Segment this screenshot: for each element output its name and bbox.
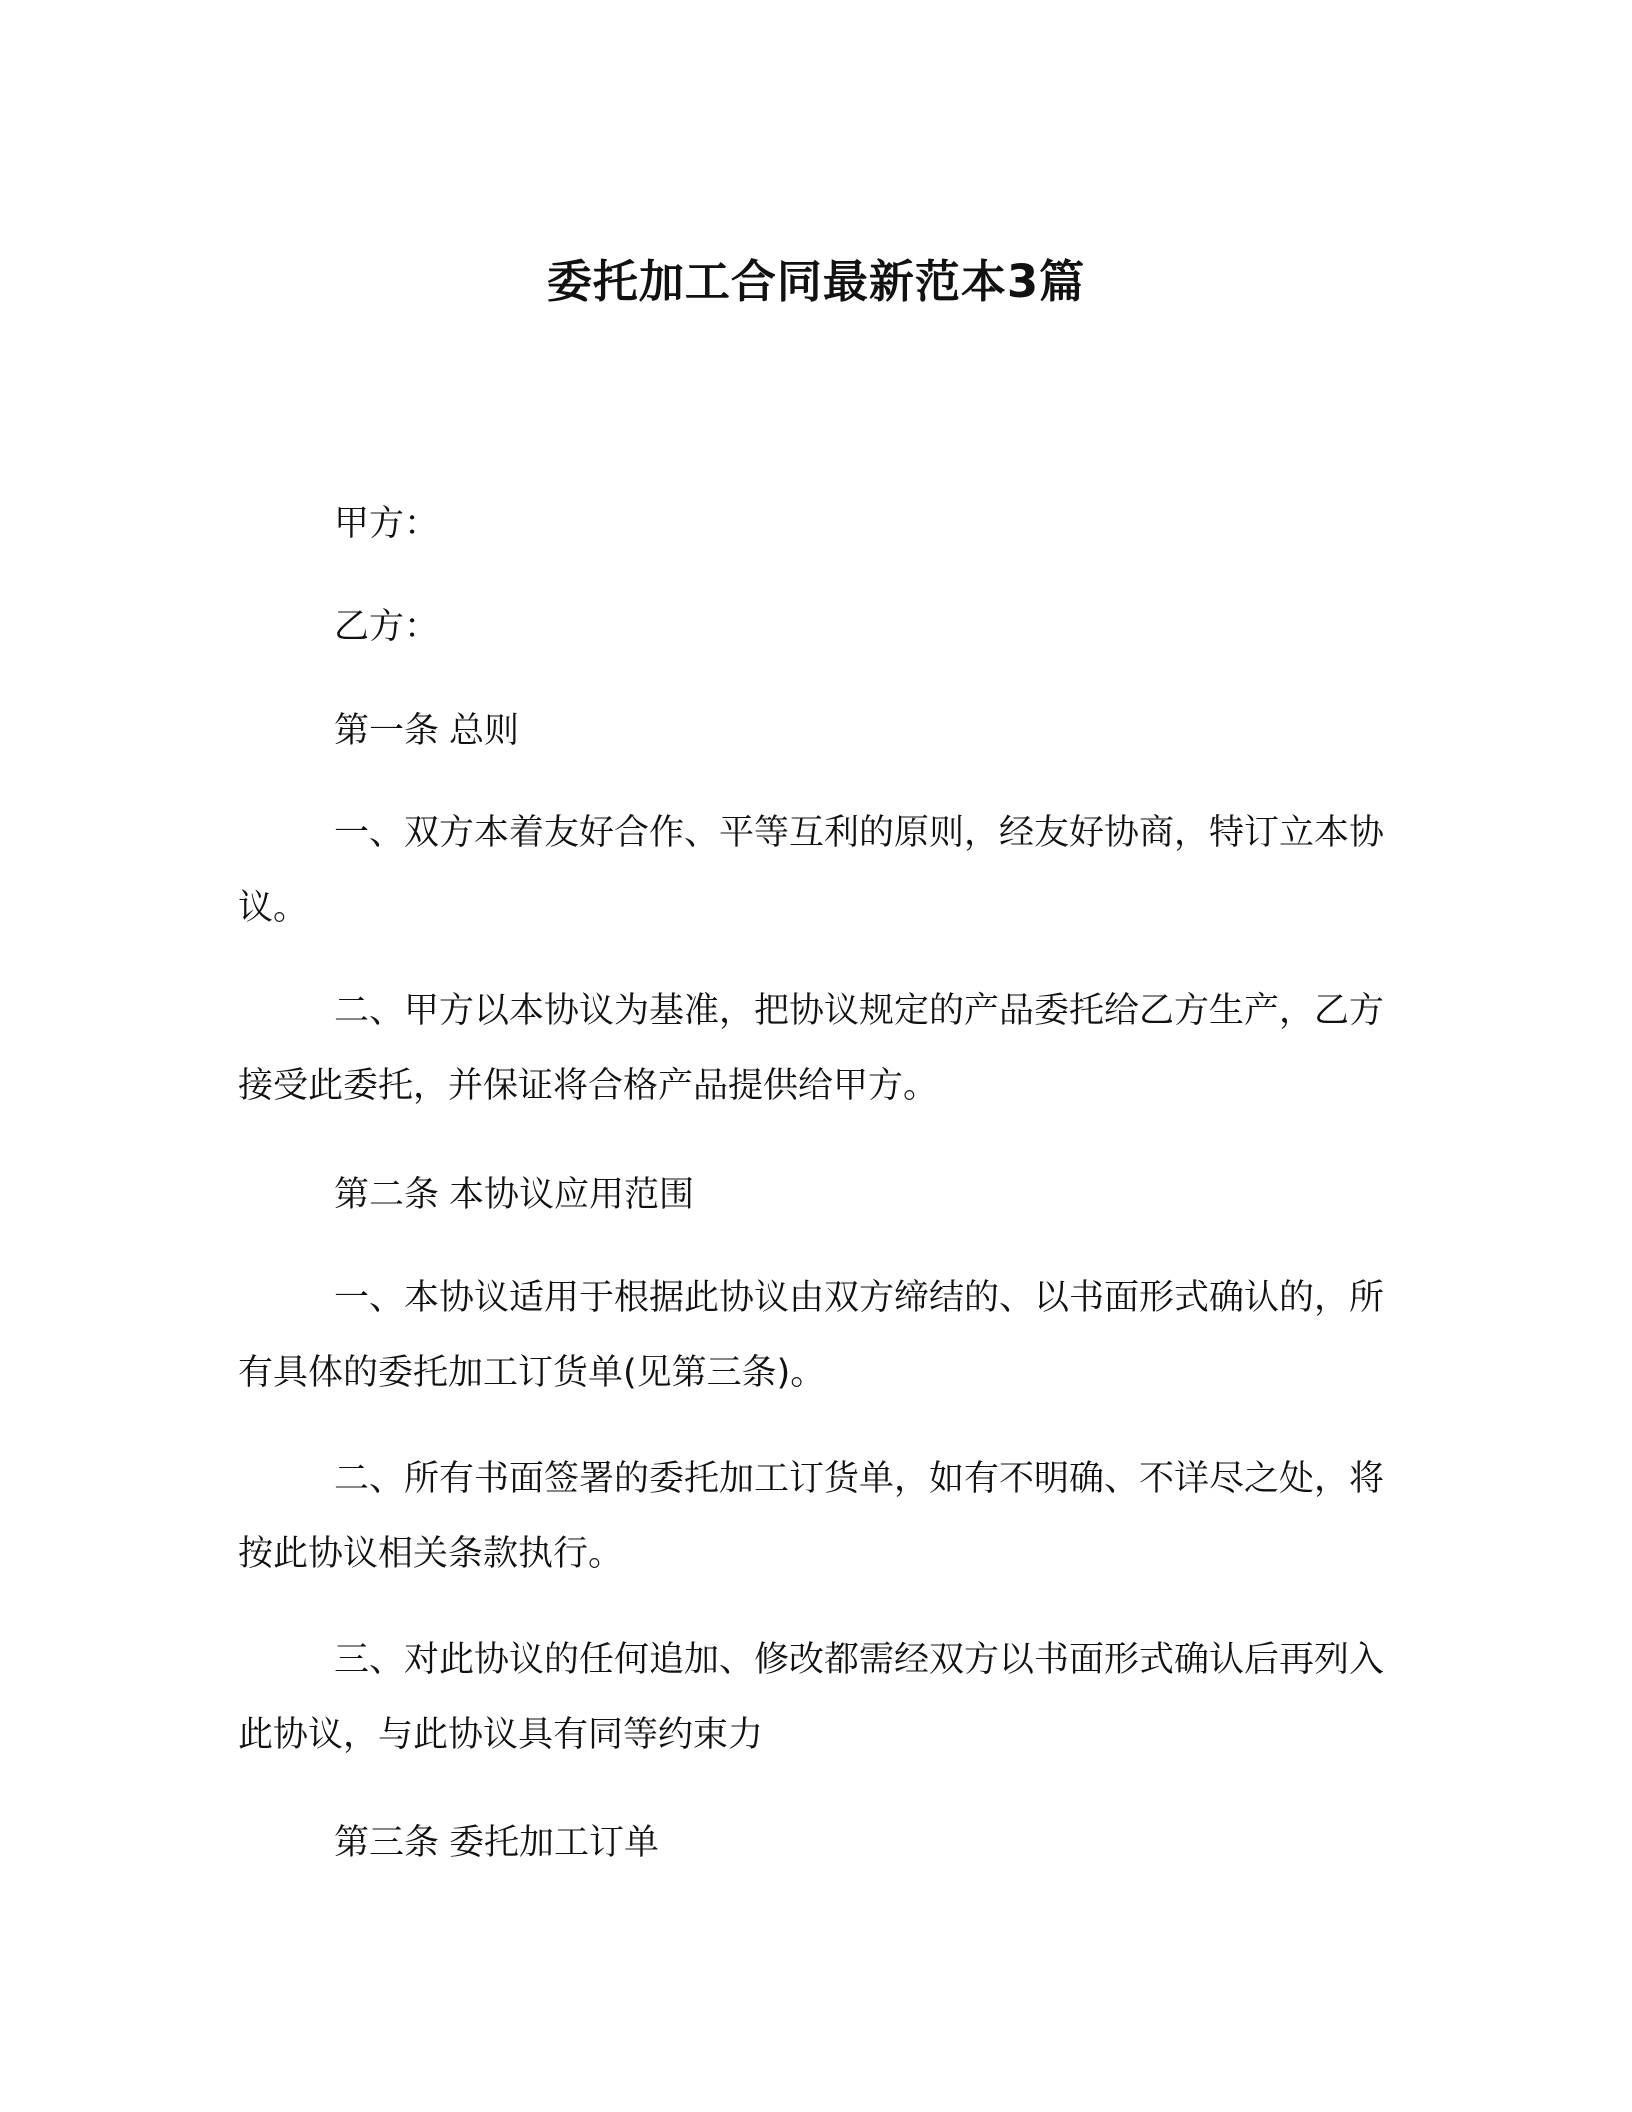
party-b-label: 乙方：	[334, 607, 440, 647]
document-title: 委托加工合同最新范本3篇	[546, 255, 1086, 309]
article-3-number: 第三条	[334, 1823, 440, 1863]
article-3-heading	[238, 1806, 659, 1881]
article-1-heading	[238, 694, 519, 769]
article-2-title: 本协议应用范围	[449, 1175, 695, 1215]
article-1-title: 总则	[449, 711, 520, 751]
article-3-title: 委托加工订单	[449, 1823, 660, 1863]
party-a-line	[238, 487, 439, 562]
article-2-item-3: 三、对此协议的任何追加、修改都需经双方以书面形式确认后再列入此协议，与此协议具有同等约束力	[238, 1640, 1385, 1755]
article-1-number: 第一条	[334, 711, 440, 751]
article-2-number: 第二条	[334, 1175, 440, 1215]
article-2-item-2: 二、所有书面签署的委托加工订货单，如有不明确、不详尽之处，将按此协议相关条款执行。	[238, 1459, 1385, 1574]
party-a-label: 甲方：	[334, 504, 440, 544]
article-1-item-2: 二、甲方以本协议为基准，把协议规定的产品委托给乙方生产，乙方接受此委托，并保证将合格产品提供给甲方。	[238, 991, 1385, 1106]
article-2-item-1: 一、本协议适用于根据此协议由双方缔结的、以书面形式确认的，所有具体的委托加工订货单(见第三条)。	[238, 1278, 1385, 1393]
article-2-heading	[238, 1158, 694, 1233]
party-b-line	[238, 590, 439, 665]
article-1-item-1: 一、双方本着友好合作、平等互利的原则，经友好协商，特订立本协议。	[238, 813, 1385, 928]
